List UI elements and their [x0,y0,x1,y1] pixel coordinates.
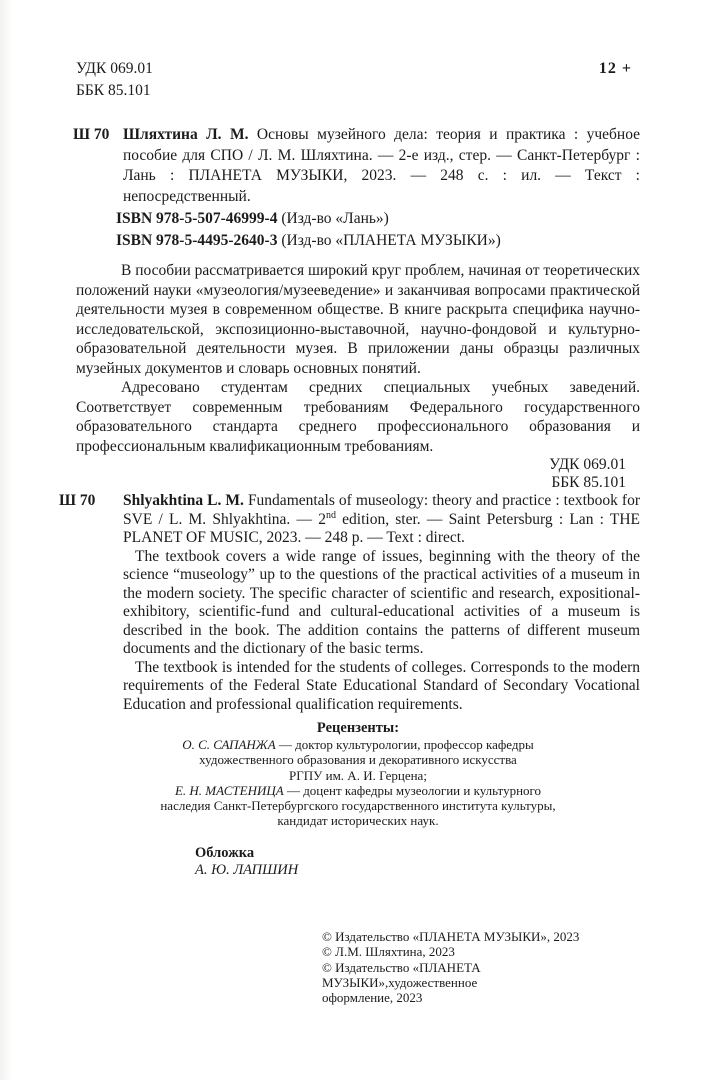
cover-credit-label: Обложка [195,844,255,861]
copyright-line-author: © Л.М. Шляхтина, 2023 [322,944,455,960]
reviewer-1-line-1 [76,737,640,752]
copyright-line-design-1: © Издательство «ПЛАНЕТА [322,959,481,975]
age-rating-badge: 12 + [598,60,632,77]
udc-code-repeat: УДК 069.01 [549,456,626,473]
isbn-publisher-lan: (Изд-во «Лань») [281,210,389,227]
reviewer-1-title: — доктор культурологии, профессор кафедры [275,737,534,752]
english-bib-code: Ш 70 [59,492,96,509]
isbn-publisher-planet: (Изд-во «ПЛАНЕТА МУЗЫКИ») [281,232,501,249]
copyright-block [322,929,640,1006]
udc-bbk-block [76,58,153,102]
russian-bib-text [123,125,640,207]
isbn-line-planet [116,230,640,252]
cover-credit-block [195,845,640,879]
edition-ordinal-superscript: nd [325,509,336,521]
copyright-line-publisher: © Издательство «ПЛАНЕТА МУЗЫКИ», 2023 [322,928,580,944]
header-row [76,58,640,102]
reviewers-section [76,720,640,829]
reviewer-2-line-3: кандидат исторических наук. [277,813,439,829]
english-annotation-para-2: The textbook is intended for the students of colleges. Corresponds to the modern requirements of the Federal State Educational Standard of Secondary Vocational Education and professional qualification requirements. [123,658,640,713]
reviewers-heading: Рецензенты: [316,720,400,736]
reviewer-2-name: Е. Н. МАСТЕНИЦА [174,782,284,798]
isbn-line-lan [116,208,640,230]
reviewer-2-title: — доцент кафедры музеологии и культурного [283,782,542,798]
russian-bib-entry [73,125,641,207]
copyright-line-design-3: оформление, 2023 [322,990,423,1006]
english-bib-text [123,492,640,548]
isbn-number-planet: ISBN 978-5-4495-2640-3 [116,232,278,249]
reviewer-2-line-2: наследия Санкт-Петербургского государственного института культуры, [160,798,556,814]
russian-annotation-para-2: Адресовано студентам средних специальных учебных заведений. Соответствует современным требованиям Федерального государственного образовательного стандарта среднего профессионального образования и профессиональным квалификационным требованиям. [76,379,640,455]
russian-annotation-para-1: В пособии рассматривается широкий круг проблем, начиная от теоретических положений науки «музеология/музееведение» и заканчивая вопросами практической деятельности музея в современном обществе. В книге раскрыта специфика научно-исследовательской, экспозиционно-выставочной, научно-фондовой и культурно-образовательной деятельности музея. В приложении даны образцы различных музейных документов и словарь основных понятий. [76,262,640,377]
english-bib-description-end: edition, ster. — Saint Petersburg : Lan : THE PLANET OF MUSIC, 2023. — 248 p. — Text : direct. [123,510,640,546]
udc-bbk-repeat-block [76,456,640,492]
russian-bib-description: Основы музейного дела: теория и практика : учебное пособие для СПО / Л. М. Шляхтина. — 2-е изд., стер. — Санкт-Петербург : Лань : ПЛАНЕТА МУЗЫКИ, 2023. — 248 с. : ил. — Текст : непосредственный. [123,126,641,205]
russian-annotation [76,261,640,456]
english-bib-author: Shlyakhtina L. M. [123,492,244,509]
reviewer-1-line-3: РГПУ им. А. И. Герцена; [289,767,427,783]
russian-bib-code: Ш 70 [73,126,110,143]
udc-code: УДК 069.01 [76,60,153,77]
reviewer-1-line-2: художественного образования и декоративного искусства [199,752,517,768]
english-bib-description-start: Fundamentals of museology: theory and practice : textbook for SVE / L. M. Shlyakhtina. — 2 [123,492,640,528]
bbk-code: ББК 85.101 [76,82,151,99]
english-annotation-para-1: The textbook covers a wide range of issues, beginning with the theory of the science “museology” up to the questions of the practical activities of a museum in the modern society. The specific character of scientific and research, expositional-exhibitory, scientific-fund and cultural-educational activities of a museum is described in the book. The addition contains the patterns of different museum documents and the dictionary of the basic terms. [123,547,640,657]
russian-bib-author: Шляхтина Л. М. [123,126,249,143]
copyright-line-design-2: МУЗЫКИ»,художественное [322,975,478,990]
english-bib-entry [59,492,640,714]
isbn-block [76,208,640,252]
reviewer-2-line-1 [76,783,640,798]
isbn-number-lan: ISBN 978-5-507-46999-4 [116,210,278,227]
bbk-code-repeat: ББК 85.101 [551,474,626,491]
reviewer-1-name: О. С. САПАНЖА [182,737,276,752]
cover-artist-name: А. Ю. ЛАПШИН [195,861,299,878]
